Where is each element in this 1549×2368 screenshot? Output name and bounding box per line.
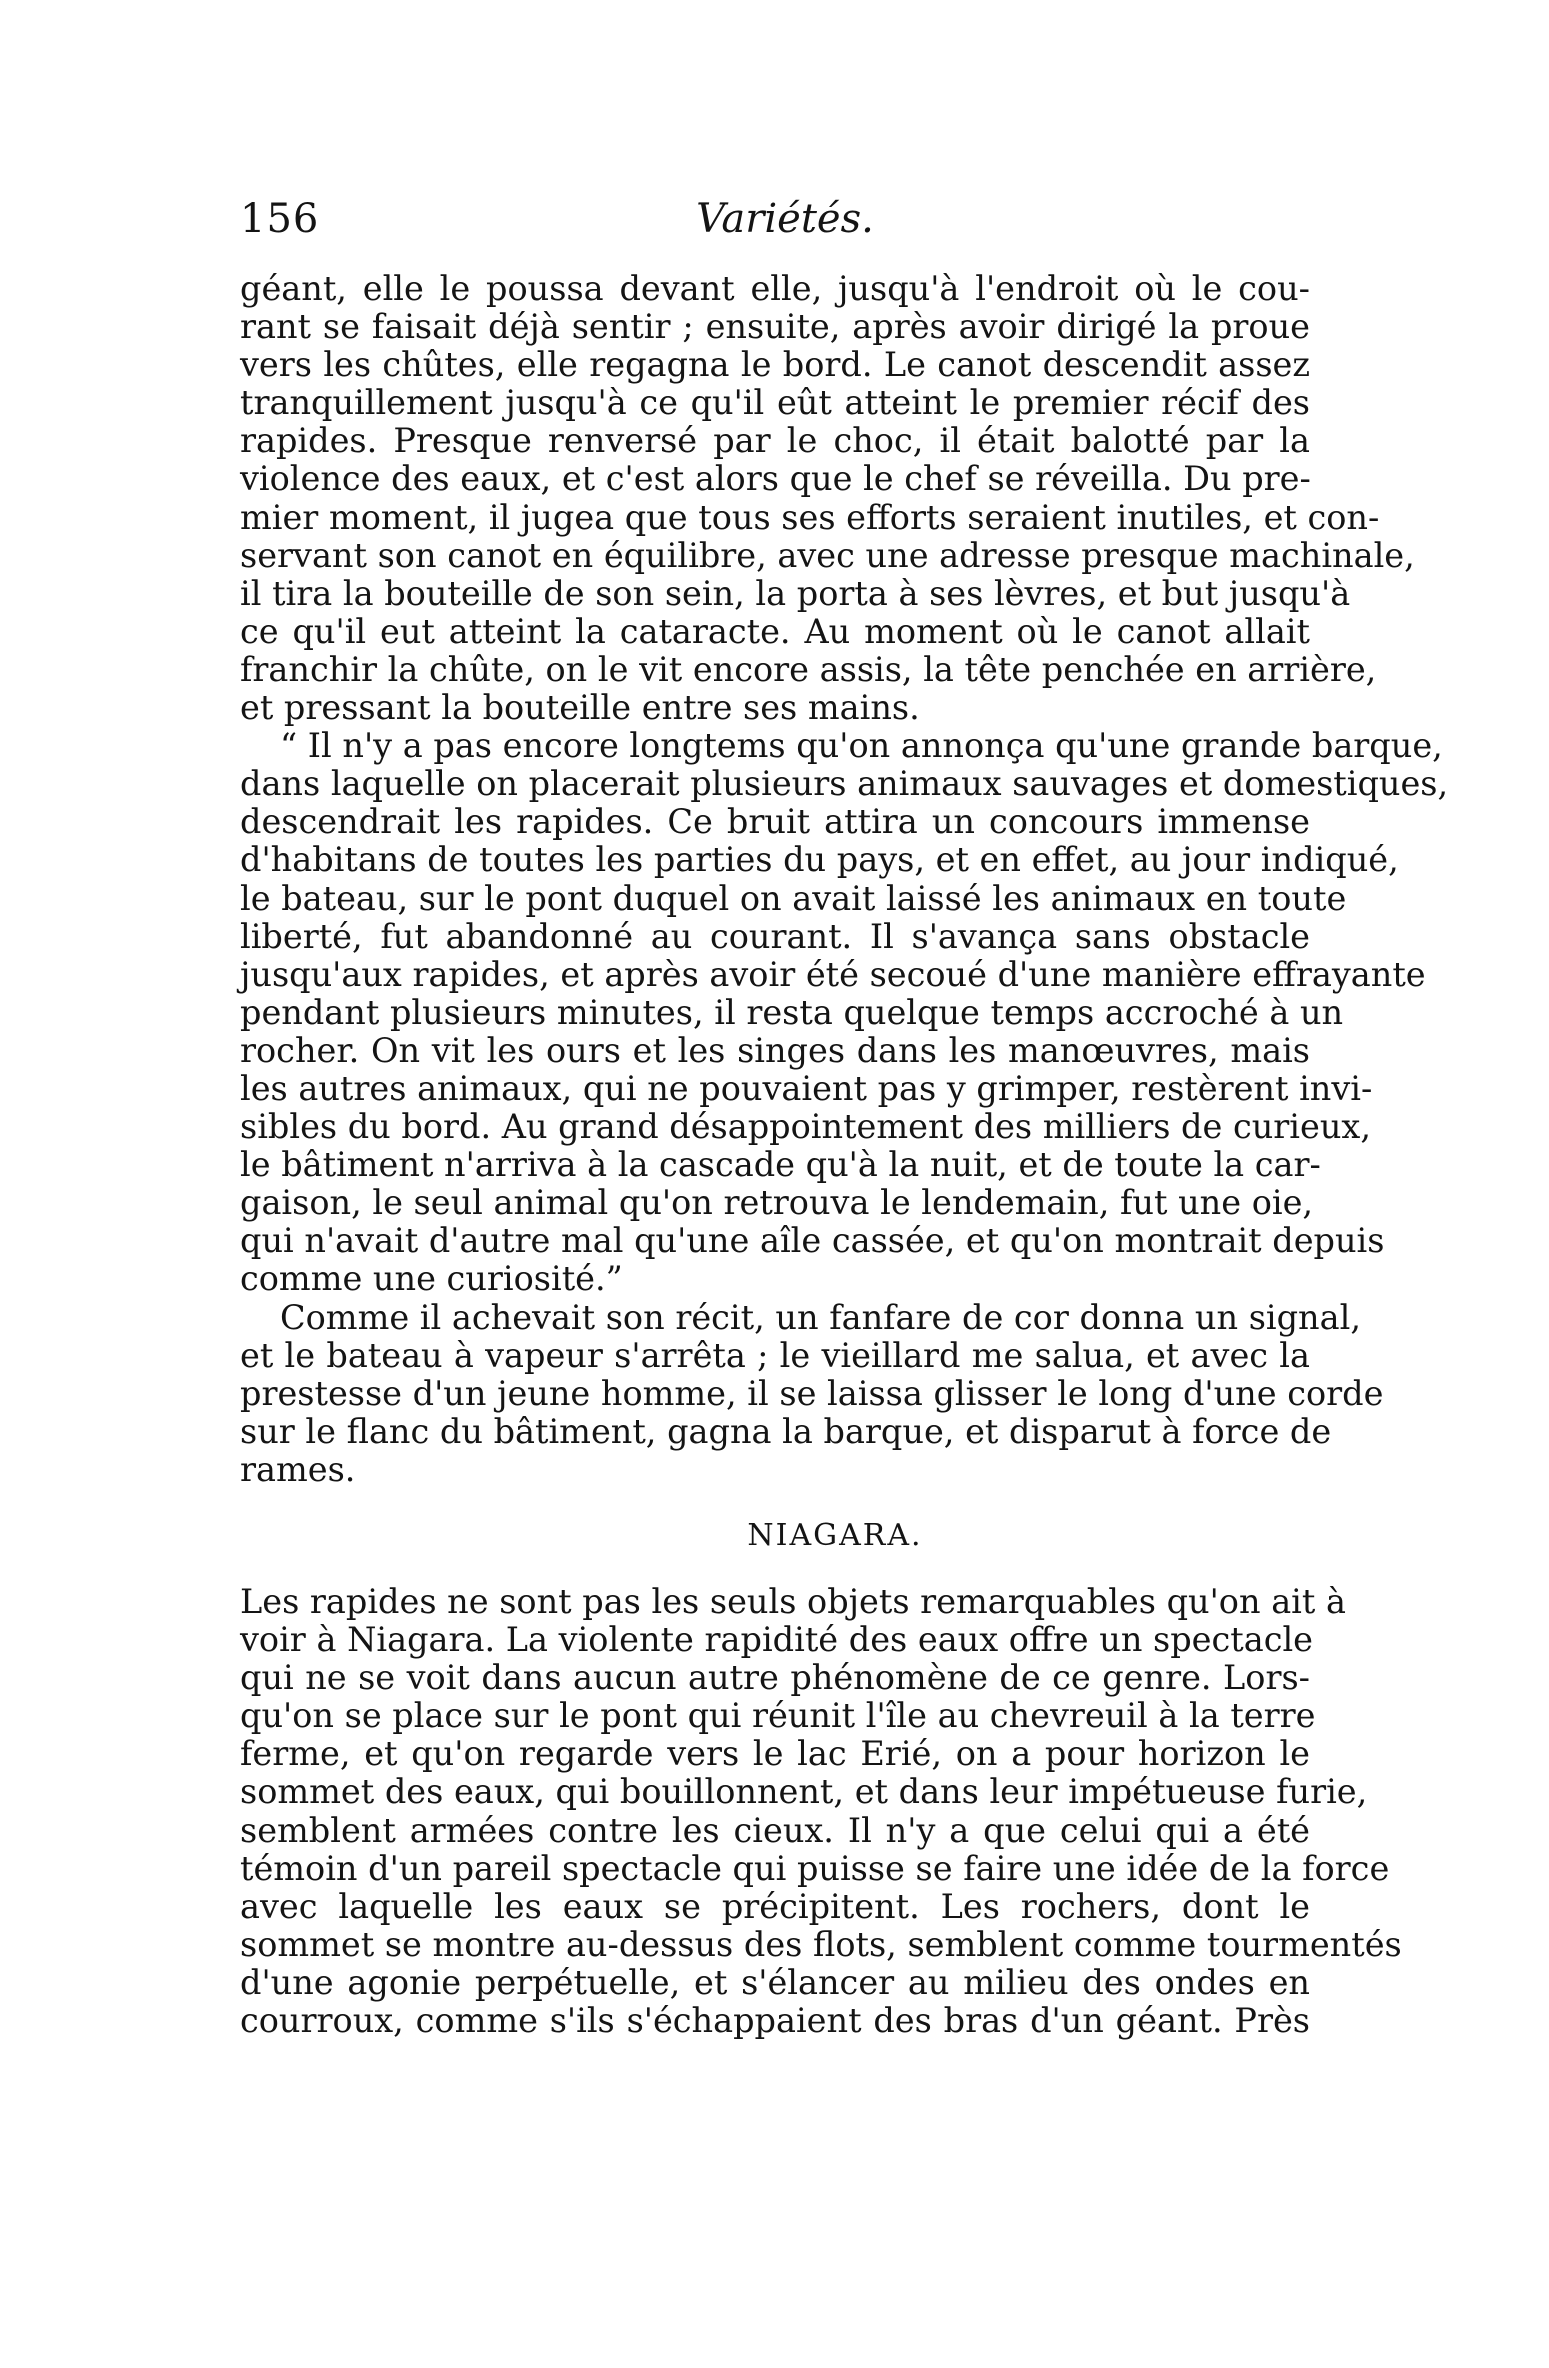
- running-title: Variétés.: [696, 196, 874, 242]
- text-line: Comme il achevait son récit, un fanfare de cor donna un signal,: [280, 1297, 1361, 1337]
- text-line: “ Il n'y a pas encore longtems qu'on annonça qu'une grande barque,: [280, 726, 1443, 766]
- text-line: descendrait les rapides. Ce bruit attira un concours immense: [240, 802, 1310, 842]
- text-line: semblent armées contre les cieux. Il n'y a que celui qui a été: [240, 1810, 1310, 1850]
- text-line: liberté, fut abandonné au courant. Il s'avança sans obstacle: [240, 916, 1310, 956]
- text-line: qu'on se place sur le pont qui réunit l'île au chevreuil à la terre: [240, 1696, 1316, 1736]
- story-paragraph-3: [240, 1297, 1384, 1489]
- text-line: violence des eaux, et c'est alors que le chef se réveilla. Du pre-: [240, 459, 1311, 499]
- text-line: avec laquelle les eaux se précipitent. Les rochers, dont le: [240, 1886, 1310, 1926]
- text-line: sommet se montre au-dessus des flots, semblent comme tourmentés: [240, 1924, 1402, 1964]
- body-text: [240, 269, 1449, 2041]
- text-line: qui n'avait d'autre mal qu'une aîle cassée, et qu'on montrait depuis: [240, 1221, 1385, 1261]
- page-header: [240, 196, 1330, 256]
- text-line: d'habitans de toutes les parties du pays, et en effet, au jour indiqué,: [240, 840, 1399, 880]
- section-heading: NIAGARA.: [747, 1518, 923, 1553]
- text-line: rames.: [240, 1449, 356, 1489]
- text-line: Les rapides ne sont pas les seuls objets remarquables qu'on ait à: [240, 1582, 1346, 1621]
- text-line: voir à Niagara. La violente rapidité des eaux offre un spectacle: [240, 1620, 1313, 1660]
- text-line: témoin d'un pareil spectacle qui puisse se faire une idée de la force: [240, 1848, 1390, 1888]
- text-line: et pressant la bouteille entre ses mains.: [240, 688, 920, 728]
- text-line: pendant plusieurs minutes, il resta quelque temps accroché à un: [240, 992, 1344, 1032]
- text-line: le bateau, sur le pont duquel on avait laissé les animaux en toute: [240, 878, 1347, 918]
- text-line: mier moment, il jugea que tous ses efforts seraient inutiles, et con-: [240, 497, 1380, 537]
- story-paragraph-1: [240, 269, 1415, 728]
- text-line: servant son canot en équilibre, avec une adresse presque machinale,: [240, 535, 1415, 575]
- text-line: sur le flanc du bâtiment, gagna la barque, et disparut à force de: [240, 1411, 1332, 1451]
- text-line: vers les chûtes, elle regagna le bord. Le canot descendit assez: [240, 345, 1310, 385]
- text-line: franchir la chûte, on le vit encore assis, la tête penchée en arrière,: [240, 649, 1377, 689]
- text-line: rapides. Presque renversé par le choc, il était balotté par la: [240, 421, 1310, 461]
- text-line: comme une curiosité.”: [240, 1259, 623, 1299]
- story-paragraph-2: [240, 726, 1449, 1299]
- page-number: 156: [240, 196, 320, 242]
- text-line: il tira la bouteille de son sein, la porta à ses lèvres, et but jusqu'à: [240, 573, 1351, 613]
- text-line: tranquillement jusqu'à ce qu'il eût atteint le premier récif des: [240, 383, 1310, 423]
- text-line: jusqu'aux rapides, et après avoir été secoué d'une manière effrayante: [240, 954, 1426, 994]
- text-line: et le bateau à vapeur s'arrêta ; le vieillard me salua, et avec la: [240, 1335, 1310, 1375]
- text-line: prestesse d'un jeune homme, il se laissa glisser le long d'une corde: [240, 1373, 1384, 1413]
- niagara-paragraph: [240, 1582, 1402, 2041]
- text-line: ce qu'il eut atteint la cataracte. Au moment où le canot allait: [240, 611, 1310, 651]
- text-line: qui ne se voit dans aucun autre phénomène de ce genre. Lors-: [240, 1658, 1310, 1698]
- text-line: géant, elle le poussa devant elle, jusqu'à l'endroit où le cou-: [240, 269, 1310, 308]
- text-line: courroux, comme s'ils s'échappaient des bras d'un géant. Près: [240, 2001, 1310, 2041]
- text-line: le bâtiment n'arriva à la cascade qu'à la nuit, et de toute la car-: [240, 1145, 1321, 1185]
- text-line: les autres animaux, qui ne pouvaient pas y grimper, restèrent invi-: [240, 1068, 1373, 1108]
- text-line: gaison, le seul animal qu'on retrouva le lendemain, fut une oie,: [240, 1183, 1314, 1223]
- text-line: d'une agonie perpétuelle, et s'élancer au milieu des ondes en: [240, 1962, 1310, 2002]
- text-line: rant se faisait déjà sentir ; ensuite, après avoir dirigé la proue: [240, 307, 1310, 347]
- text-line: ferme, et qu'on regarde vers le lac Erié, on a pour horizon le: [240, 1734, 1310, 1774]
- text-line: rocher. On vit les ours et les singes dans les manœuvres, mais: [240, 1030, 1310, 1070]
- text-line: dans laquelle on placerait plusieurs animaux sauvages et domestiques,: [240, 764, 1449, 804]
- text-line: sibles du bord. Au grand désappointement des milliers de curieux,: [240, 1107, 1371, 1147]
- text-line: sommet des eaux, qui bouillonnent, et dans leur impétueuse furie,: [240, 1772, 1368, 1812]
